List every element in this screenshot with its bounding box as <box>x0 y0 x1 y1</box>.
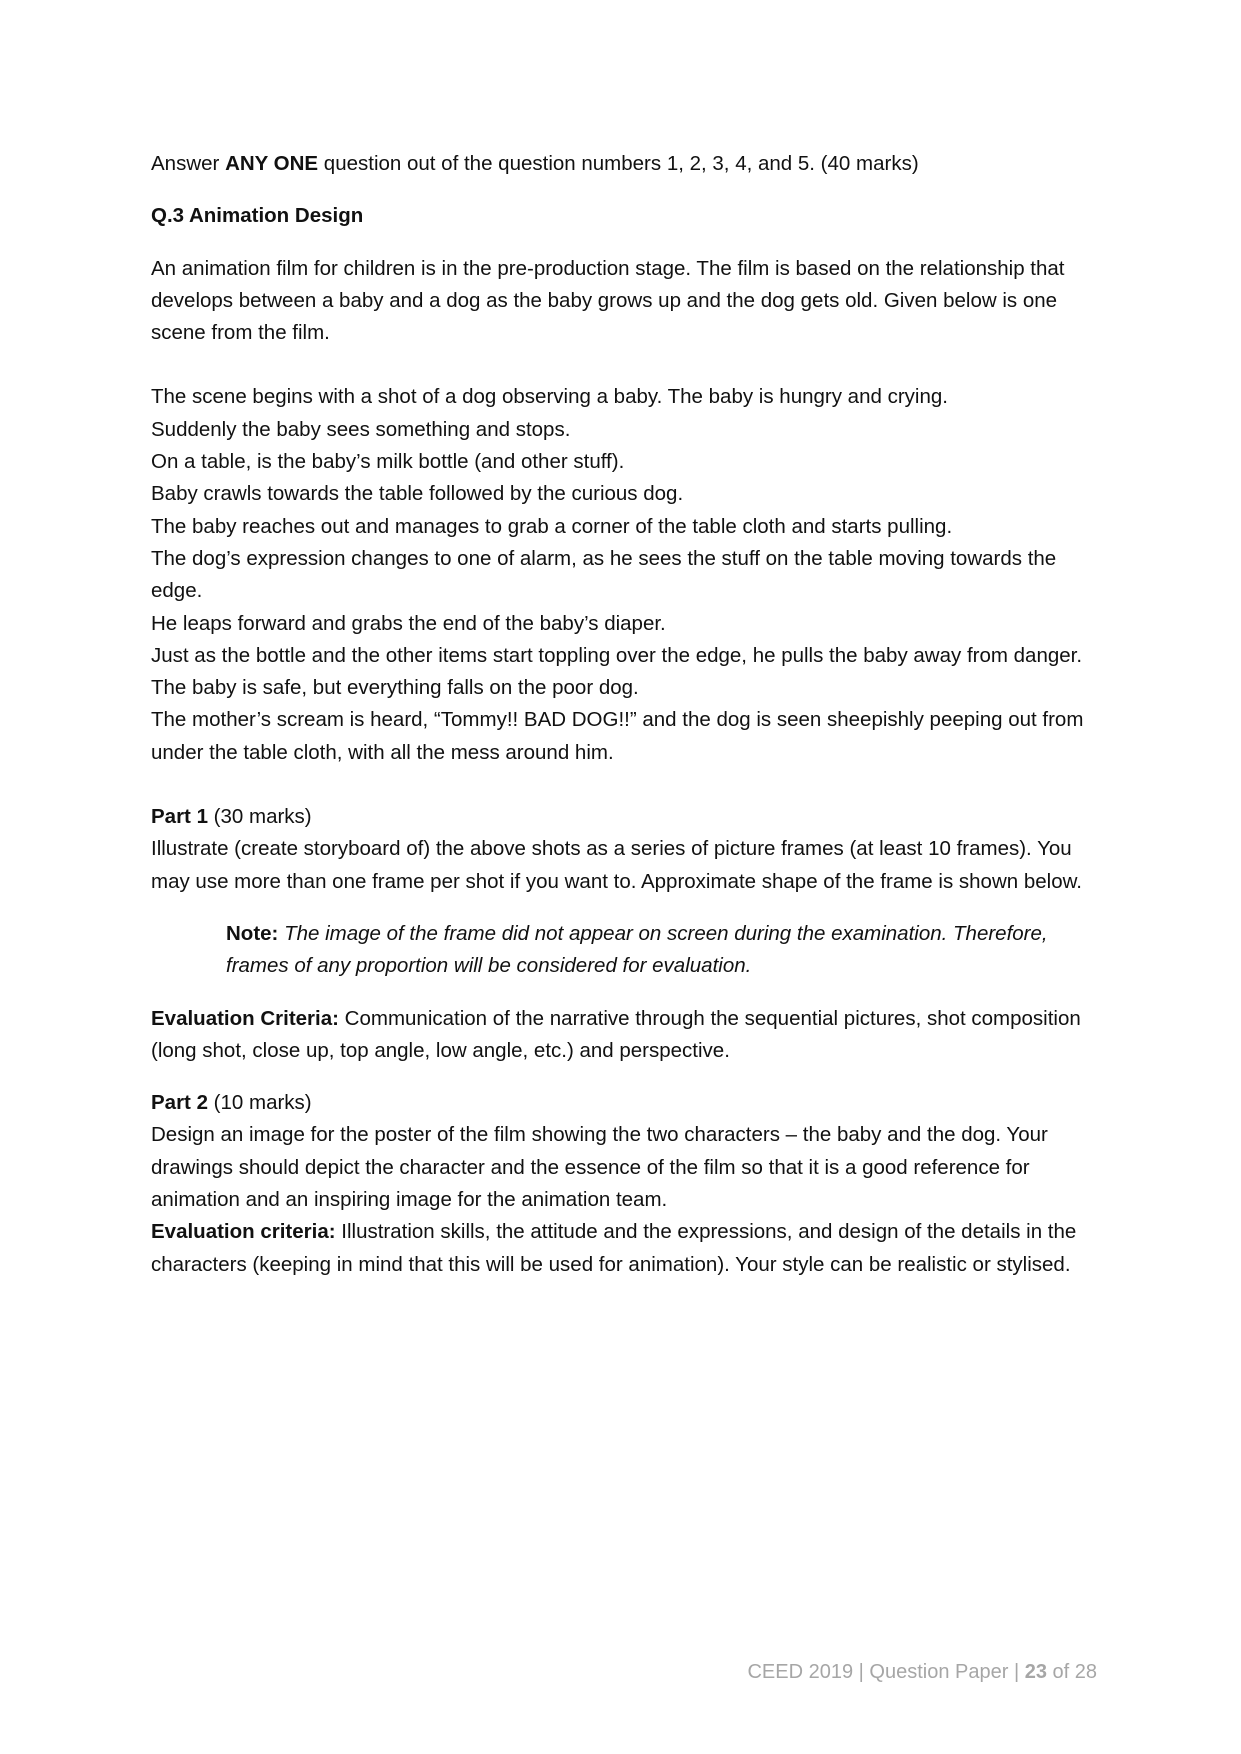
document-body <box>151 148 1101 1281</box>
scene-line: The dog’s expression changes to one of alarm, as he sees the stuff on the table moving towards the edge. <box>151 546 1057 603</box>
part1-note: Note: The image of the frame did not appear on screen during the examination. Therefore, frames of any proportion will be considered for evaluation. <box>226 921 1048 978</box>
part1-text: Illustrate (create storyboard of) the above shots as a series of picture frames (at least 10 frames). You may use more than one frame per shot if you want to. Approximate shape of the frame is shown below. <box>151 837 1082 893</box>
scene-line: Suddenly the baby sees something and stops. <box>151 417 571 441</box>
scene-line: He leaps forward and grabs the end of the baby’s diaper. <box>151 611 666 635</box>
intro-instruction: Answer ANY ONE question out of the question numbers 1, 2, 3, 4, and 5. (40 marks) <box>151 152 919 175</box>
page-number: 23 <box>1024 1661 1047 1683</box>
question-description: An animation film for children is in the pre-production stage. The film is based on the relationship that develops between a baby and a dog as the baby grows up and the dog gets old. Given below is one scene from the film. <box>151 256 1065 345</box>
scene-line: The baby reaches out and manages to grab a corner of the table cloth and starts pulling. <box>151 514 953 538</box>
part2-criteria: Evaluation criteria: Illustration skills, the attitude and the expressions, and design of the details in the characters (keeping in mind that this will be used for animation). Your style can be realistic or stylised. <box>151 1220 1077 1276</box>
scene-line: On a table, is the baby’s milk bottle (and other stuff). <box>151 450 625 474</box>
scene-line: Just as the bottle and the other items start toppling over the edge, he pulls the baby away from danger. <box>151 643 1083 667</box>
part2-text: Design an image for the poster of the film showing the two characters – the baby and the dog. Your drawings should depict the character and the essence of the film so that it is a good reference for animation and an inspiring image for the animation team. <box>151 1123 1048 1212</box>
scene-line: Baby crawls towards the table followed by the curious dog. <box>151 482 684 506</box>
page-footer: CEED 2019 | Question Paper | 23 of 28 <box>747 1661 1097 1683</box>
intro-emphasis: ANY ONE <box>225 152 319 175</box>
part1-criteria: Evaluation Criteria: Communication of the narrative through the sequential pictures, shot composition (long shot, close up, top angle, low angle, etc.) and perspective. <box>151 1006 1081 1062</box>
question-title: Q.3 Animation Design <box>151 204 364 228</box>
scene-line: The baby is safe, but everything falls on the poor dog. <box>151 676 639 700</box>
scene-line: The scene begins with a shot of a dog observing a baby. The baby is hungry and crying. <box>151 385 948 409</box>
part1-heading: Part 1 (30 marks) <box>151 805 312 829</box>
part2-heading: Part 2 (10 marks) <box>151 1091 312 1115</box>
scene-description <box>151 381 1101 769</box>
scene-line: The mother’s scream is heard, “Tommy!! BAD DOG!!” and the dog is seen sheepishly peeping out from under the table cloth, with all the mess around him. <box>151 708 1084 764</box>
